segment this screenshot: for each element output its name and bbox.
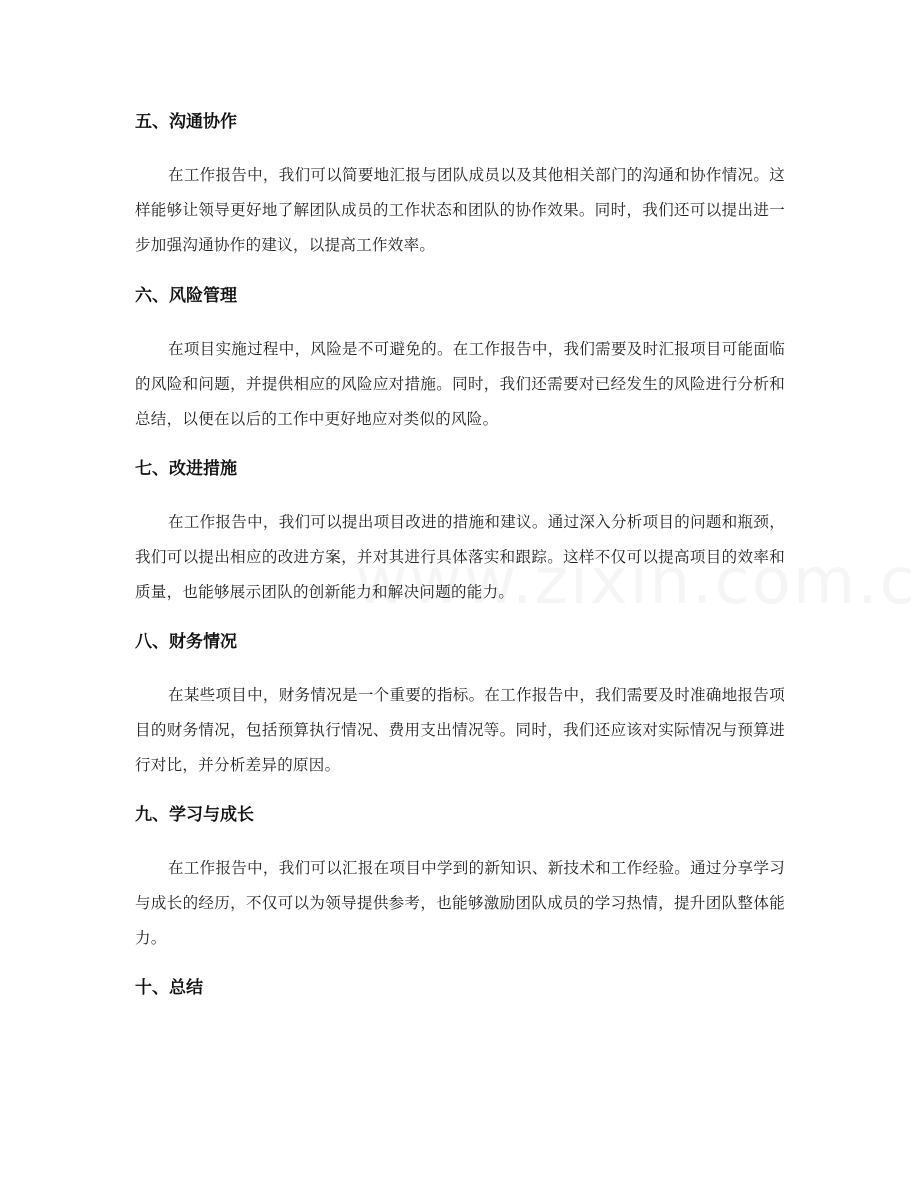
section-paragraph: 在工作报告中，我们可以提出项目改进的措施和建议。通过深入分析项目的问题和瓶颈，我们可以提出相应的改进方案，并对其进行具体落实和跟踪。这样不仅可以提高项目的效率和质量，也能够展示团队的创新能力和解决问题的能力。: [135, 513, 785, 601]
section-paragraph: 在项目实施过程中，风险是不可避免的。在工作报告中，我们需要及时汇报项目可能面临的风险和问题，并提供相应的风险应对措施。同时，我们还需要对已经发生的风险进行分析和总结，以便在以后的工作中更好地应对类似的风险。: [135, 340, 785, 428]
section-improvement: [135, 457, 785, 610]
section-finance: [135, 630, 785, 783]
section-heading: 六、风险管理: [135, 286, 237, 306]
section-communication: [135, 110, 785, 263]
section-paragraph: 在某些项目中，财务情况是一个重要的指标。在工作报告中，我们需要及时准确地报告项目的财务情况，包括预算执行情况、费用支出情况等。同时，我们还应该对实际情况与预算进行对比，并分析差异的原因。: [135, 686, 785, 774]
section-learning: [135, 803, 785, 956]
section-heading: 九、学习与成长: [135, 805, 254, 825]
section-heading: 十、总结: [135, 978, 203, 998]
section-heading: 八、财务情况: [135, 632, 237, 652]
section-paragraph: 在工作报告中，我们可以汇报在项目中学到的新知识、新技术和工作经验。通过分享学习与成长的经历，不仅可以为领导提供参考，也能够激励团队成员的学习热情，提升团队整体能力。: [135, 859, 785, 947]
section-paragraph: 在工作报告中，我们可以简要地汇报与团队成员以及其他相关部门的沟通和协作情况。这样能够让领导更好地了解团队成员的工作状态和团队的协作效果。同时，我们还可以提出进一步加强沟通协作的建议，以提高工作效率。: [135, 166, 785, 254]
section-heading: 七、改进措施: [135, 459, 237, 479]
section-summary: [135, 976, 785, 1000]
section-heading: 五、沟通协作: [135, 112, 237, 132]
section-risk-management: [135, 284, 785, 437]
